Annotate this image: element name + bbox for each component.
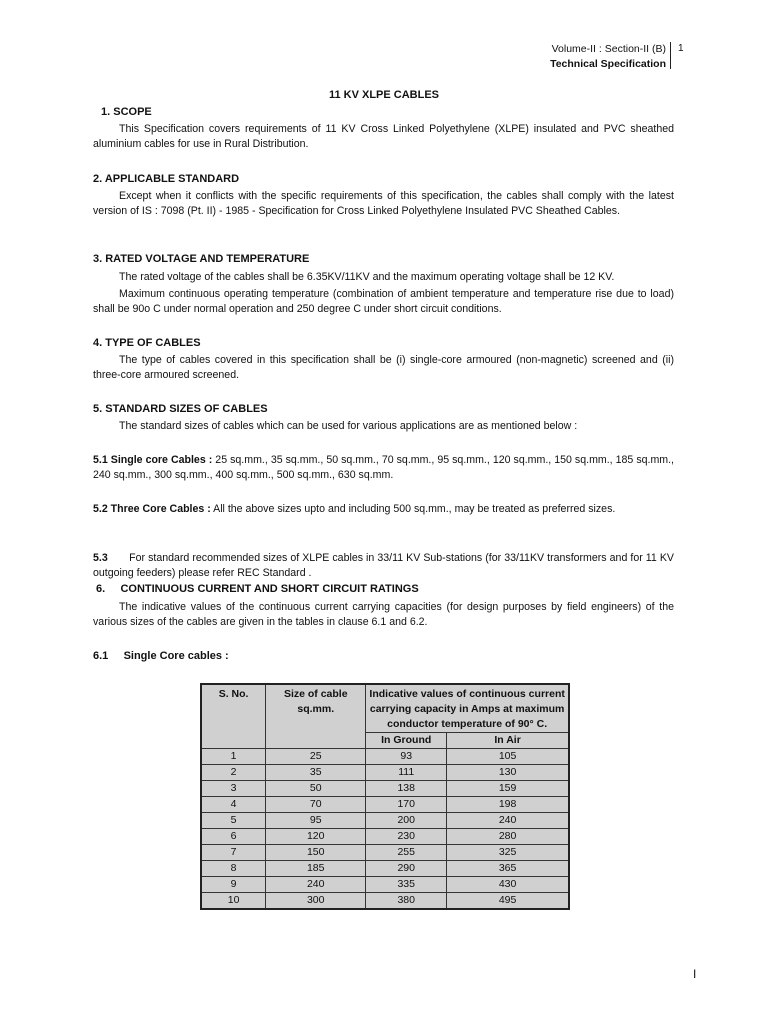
size-cell: 95 — [266, 813, 366, 829]
table-row — [201, 861, 569, 877]
page-mark: I — [693, 967, 697, 981]
voltage-text-2: Maximum continuous operating temperature (combination of ambient temperature and temperature rise due to load) shall be 90o C under normal operation and 250 degree C under short circuit conditions. — [93, 288, 674, 315]
air-cell: 280 — [447, 829, 569, 845]
ground-cell: 230 — [366, 829, 447, 845]
sno-cell: 9 — [201, 877, 266, 893]
col-indicative-header: Indicative values of continuous current carrying capacity in Amps at maximum conductor temperature of 90° C. — [366, 684, 569, 733]
air-cell: 105 — [447, 749, 569, 765]
document-title: 11 KV XLPE CABLES — [328, 89, 440, 101]
air-cell: 365 — [447, 861, 569, 877]
air-cell: 240 — [447, 813, 569, 829]
col-air-header: In Air — [447, 733, 569, 749]
sizes-5-2 — [93, 502, 674, 517]
ground-cell: 93 — [366, 749, 447, 765]
capacity-table-body — [201, 749, 569, 910]
header-section: Volume-II : Section-II (B) — [551, 43, 666, 55]
heading-type: 4. TYPE OF CABLES — [93, 337, 201, 349]
sizes-5-3-text: For standard recommended sizes of XLPE cables in 33/11 KV Sub-stations (for 33/11KV transformers and for 11 KV outgoing feeders) please refer REC Standard . — [93, 552, 677, 579]
sizes-5-2-text: All the above sizes upto and including 500 sq.mm., may be treated as preferred sizes. — [210, 503, 616, 515]
table-row — [201, 813, 569, 829]
col-ground-header: In Ground — [366, 733, 447, 749]
heading-ratings: 6. CONTINUOUS CURRENT AND SHORT CIRCUIT RATINGS — [96, 583, 419, 595]
air-cell: 159 — [447, 781, 569, 797]
sno-cell: 3 — [201, 781, 266, 797]
capacity-table — [200, 683, 570, 910]
sno-cell: 8 — [201, 861, 266, 877]
table-row — [201, 781, 569, 797]
sizes-5-2-label: 5.2 Three Core Cables : — [93, 503, 211, 515]
sizes-text: The standard sizes of cables which can be used for various applications are as mentioned below : — [119, 420, 578, 432]
air-cell: 495 — [447, 893, 569, 910]
header-page-number: 1 — [678, 43, 684, 54]
table-row — [201, 765, 569, 781]
sno-cell: 4 — [201, 797, 266, 813]
ground-cell: 290 — [366, 861, 447, 877]
size-cell: 185 — [266, 861, 366, 877]
size-cell: 120 — [266, 829, 366, 845]
table-row — [201, 797, 569, 813]
sizes-5-3-label: 5.3 — [93, 552, 108, 564]
table-row — [201, 893, 569, 910]
ground-cell: 170 — [366, 797, 447, 813]
sizes-5-1-label: 5.1 Single core Cables : — [93, 454, 213, 466]
size-cell: 25 — [266, 749, 366, 765]
col-sno-header: S. No. — [201, 684, 266, 749]
sno-cell: 7 — [201, 845, 266, 861]
sizes-5-1-text: 25 sq.mm., 35 sq.mm., 50 sq.mm., 70 sq.mm., 95 sq.mm., 120 sq.mm., 150 sq.mm., 185 sq.mm., 240 sq.mm., 300 sq.mm., 400 sq.mm., 500 sq.mm., 630 sq.mm. — [93, 454, 674, 481]
size-cell: 35 — [266, 765, 366, 781]
sno-cell: 1 — [201, 749, 266, 765]
ground-cell: 335 — [366, 877, 447, 893]
table-row — [201, 829, 569, 845]
size-cell: 150 — [266, 845, 366, 861]
ground-cell: 200 — [366, 813, 447, 829]
heading-scope: 1. SCOPE — [101, 106, 152, 118]
ground-cell: 380 — [366, 893, 447, 910]
heading-6-1: 6.1 Single Core cables : — [93, 650, 229, 662]
table-row — [201, 845, 569, 861]
heading-voltage: 3. RATED VOLTAGE AND TEMPERATURE — [93, 253, 310, 265]
size-cell: 300 — [266, 893, 366, 910]
size-cell: 50 — [266, 781, 366, 797]
heading-standard: 2. APPLICABLE STANDARD — [93, 173, 240, 185]
standard-text: Except when it conflicts with the specific requirements of this specification, the cables shall comply with the latest version of IS : 7098 (Pt. II) - 1985 - Specification for Cross Linked Polyethylene Insulated PVC Sheathed Cables. — [93, 190, 674, 217]
sno-cell: 10 — [201, 893, 266, 910]
ratings-text: The indicative values of the continuous current carrying capacities (for design purposes by field engineers) of the various sizes of the cables are given in the tables in clause 6.1 and 6.2. — [93, 601, 674, 628]
scope-text: This Specification covers requirements of 11 KV Cross Linked Polyethylene (XLPE) insulated and PVC sheathed aluminium cables for use in Rural Distribution. — [93, 123, 674, 150]
sno-cell: 5 — [201, 813, 266, 829]
sizes-5-3 — [93, 551, 677, 581]
heading-sizes: 5. STANDARD SIZES OF CABLES — [93, 403, 268, 415]
type-text: The type of cables covered in this specification shall be (i) single-core armoured (non-magnetic) screened and (ii) three-core armoured screened. — [93, 354, 674, 381]
size-cell: 240 — [266, 877, 366, 893]
sno-cell: 6 — [201, 829, 266, 845]
voltage-text-1: The rated voltage of the cables shall be 6.35KV/11KV and the maximum operating voltage shall be 12 KV. — [119, 271, 615, 283]
header-divider — [670, 42, 671, 69]
air-cell: 430 — [447, 877, 569, 893]
sno-cell: 2 — [201, 765, 266, 781]
table-row — [201, 877, 569, 893]
table-row — [201, 749, 569, 765]
page-header — [520, 42, 666, 72]
sizes-5-1 — [93, 453, 674, 483]
col-size-header: Size of cable sq.mm. — [266, 684, 366, 749]
size-cell: 70 — [266, 797, 366, 813]
air-cell: 198 — [447, 797, 569, 813]
air-cell: 130 — [447, 765, 569, 781]
ground-cell: 138 — [366, 781, 447, 797]
header-subtitle: Technical Specification — [550, 58, 666, 70]
ground-cell: 111 — [366, 765, 447, 781]
air-cell: 325 — [447, 845, 569, 861]
ground-cell: 255 — [366, 845, 447, 861]
